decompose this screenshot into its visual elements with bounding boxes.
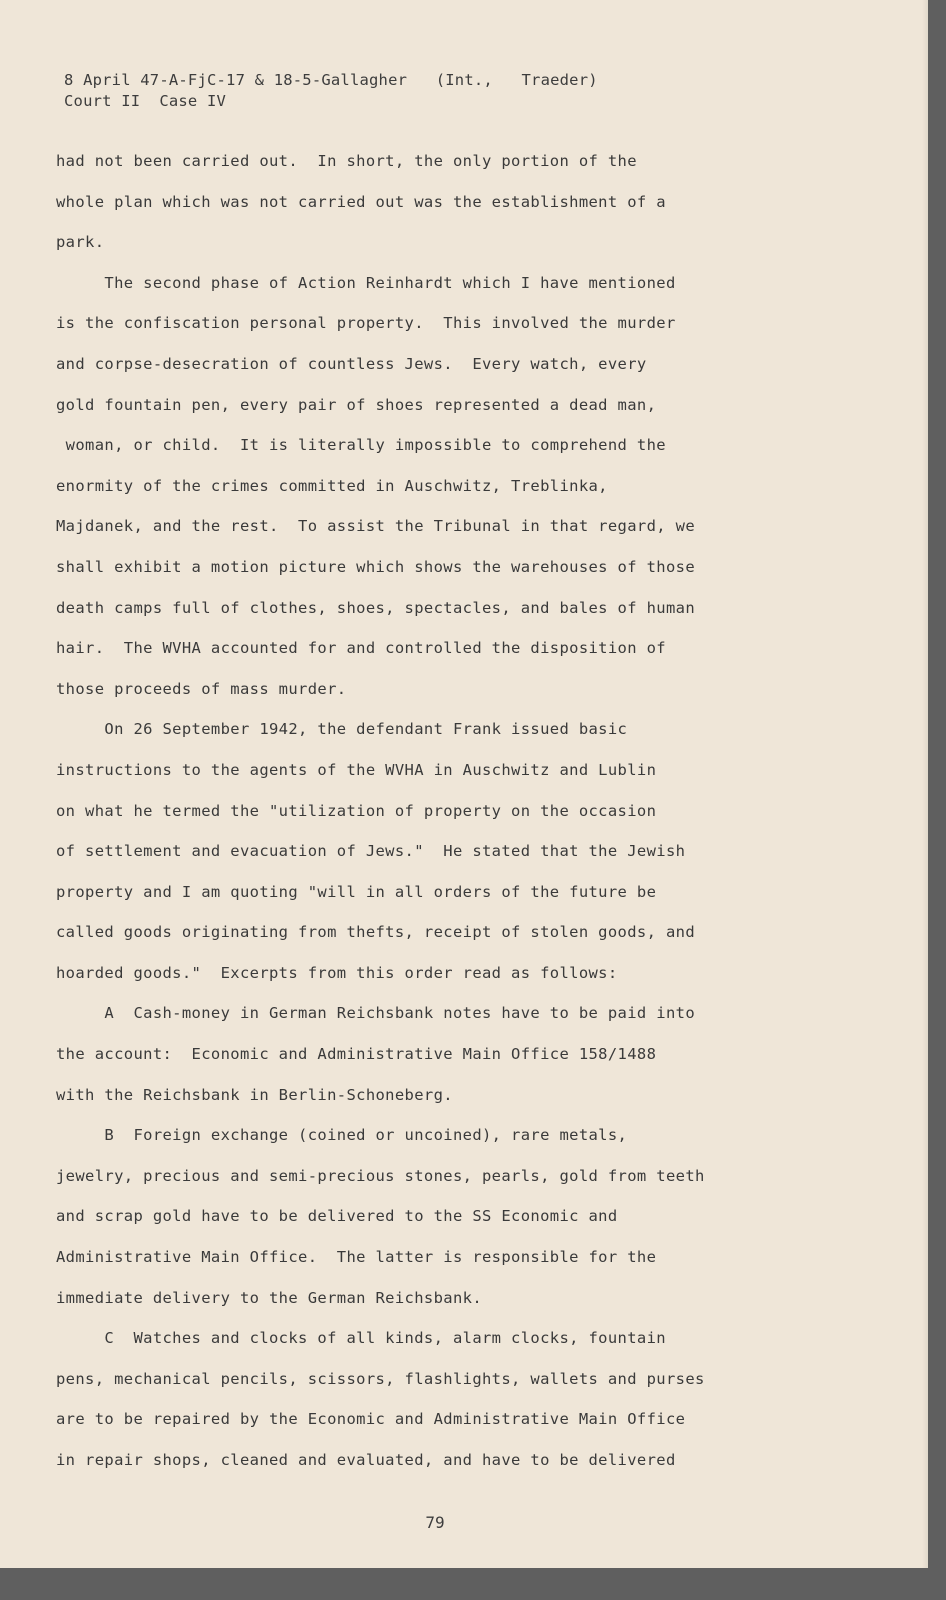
text-line: C Watches and clocks of all kinds, alarm clocks, fountain: [56, 1329, 666, 1348]
page-edge-shadow: [922, 0, 928, 1568]
text-line: are to be repaired by the Economic and Administrative Main Office: [56, 1410, 686, 1429]
text-line: The second phase of Action Reinhardt which I have mentioned: [56, 273, 676, 292]
text-line: in repair shops, cleaned and evaluated, and have to be delivered: [56, 1451, 676, 1469]
document-header: [64, 70, 598, 112]
text-line: Administrative Main Office. The latter is responsible for the: [56, 1248, 657, 1267]
header-line-1: 8 April 47-A-FjC-17 & 18-5-Gallagher (Int., Traeder): [64, 71, 598, 89]
text-line: those proceeds of mass murder.: [56, 679, 347, 698]
text-line: whole plan which was not carried out was the establishment of a: [56, 192, 666, 211]
text-line: death camps full of clothes, shoes, spectacles, and bales of human: [56, 598, 695, 617]
text-line: pens, mechanical pencils, scissors, flashlights, wallets and purses: [56, 1369, 705, 1388]
text-line: and scrap gold have to be delivered to the SS Economic and: [56, 1207, 618, 1226]
text-line: instructions to the agents of the WVHA in Auschwitz and Lublin: [56, 760, 657, 779]
text-line: B Foreign exchange (coined or uncoined), rare metals,: [56, 1126, 628, 1145]
header-line-2: Court II Case IV: [64, 92, 227, 110]
text-line: hoarded goods." Excerpts from this order read as follows:: [56, 963, 618, 982]
text-line: hair. The WVHA accounted for and controlled the disposition of: [56, 639, 666, 658]
text-line: called goods originating from thefts, receipt of stolen goods, and: [56, 923, 695, 942]
text-line: On 26 September 1942, the defendant Frank issued basic: [56, 720, 628, 739]
text-line: property and I am quoting "will in all orders of the future be: [56, 882, 657, 901]
text-line: shall exhibit a motion picture which shows the warehouses of those: [56, 557, 695, 576]
text-line: the account: Economic and Administrative Main Office 158/1488: [56, 1045, 657, 1064]
text-line: with the Reichsbank in Berlin-Schoneberg.: [56, 1085, 453, 1104]
text-line: immediate delivery to the German Reichsbank.: [56, 1288, 482, 1307]
text-line: park.: [56, 233, 105, 252]
text-line: jewelry, precious and semi-precious stones, pearls, gold from teeth: [56, 1166, 705, 1185]
text-line: Majdanek, and the rest. To assist the Tribunal in that regard, we: [56, 517, 695, 536]
text-line: is the confiscation personal property. This involved the murder: [56, 314, 676, 333]
text-line: of settlement and evacuation of Jews." He stated that the Jewish: [56, 842, 686, 861]
text-line: A Cash-money in German Reichsbank notes have to be paid into: [56, 1004, 695, 1023]
text-line: enormity of the crimes committed in Auschwitz, Treblinka,: [56, 476, 608, 495]
page-number: 79: [425, 1513, 445, 1532]
text-line: and corpse-desecration of countless Jews. Every watch, every: [56, 354, 647, 373]
text-line: gold fountain pen, every pair of shoes represented a dead man,: [56, 395, 657, 414]
text-line: on what he termed the "utilization of property on the occasion: [56, 801, 657, 820]
transcript-body: [56, 146, 746, 1486]
text-line: had not been carried out. In short, the only portion of the: [56, 152, 637, 170]
text-line: woman, or child. It is literally impossible to comprehend the: [56, 436, 666, 455]
